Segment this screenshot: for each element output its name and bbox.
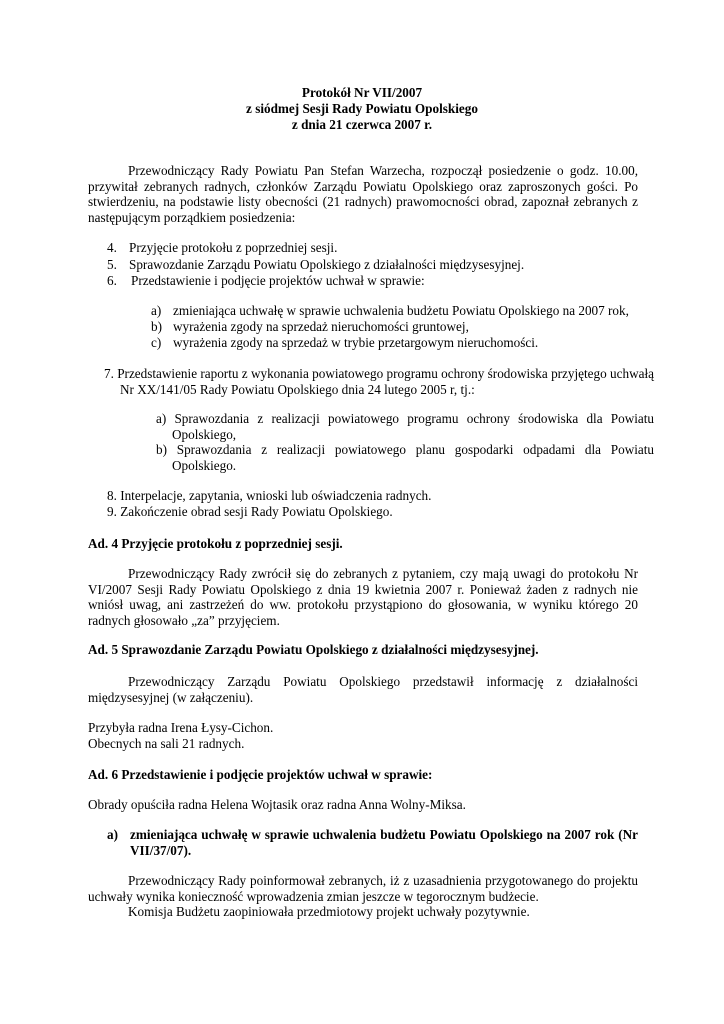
section-note-ad5-1: Przybyła radna Irena Łysy-Cichon. — [88, 720, 274, 735]
subsection-body-1: Przewodniczący Rady poinformował zebranych, iż z uzasadnienia przygotowanego do projektu uchwały wynika konieczność wprowadzenia zmian jeszcze w tegorocznym budżecie. — [88, 873, 638, 904]
section-body-ad5: Przewodniczący Zarządu Powiatu Opolskiego przedstawił informację z działalności międzysesyjnej (w załączeniu). — [88, 674, 638, 705]
agenda-item-text: Sprawozdanie Zarządu Powiatu Opolskiego z działalności międzysesyjnej. — [129, 257, 525, 272]
subsection-heading: zmieniająca uchwałę w sprawie uchwalenia budżetu Powiatu Opolskiego na 2007 rok (Nr VII/37/07). — [130, 827, 638, 858]
agenda-subitem-letter: c) — [151, 335, 162, 350]
agenda-item-text: Przedstawienie i podjęcie projektów uchwał w sprawie: — [131, 273, 425, 288]
agenda-item-number: 5. — [107, 257, 117, 272]
document-subtitle: z siódmej Sesji Rady Powiatu Opolskiego — [246, 101, 478, 116]
section-heading-ad5: Ad. 5 Sprawozdanie Zarządu Powiatu Opolskiego z działalności międzysesyjnej. — [88, 642, 539, 657]
section-body-ad4: Przewodniczący Rady zwrócił się do zebranych z pytaniem, czy mają uwagi do protokołu Nr VI/2007 Sesji Rady Powiatu Opolskiego z dnia 19 kwietnia 2007 r. Ponieważ żaden z radnych nie wniósł uwag, ani zastrzeżeń do ww. protokołu przystąpiono do głosowania, w wyniku którego 20 radnych głosowało „za” przyjęciem. — [88, 566, 638, 628]
agenda-subitem-text: zmieniająca uchwałę w sprawie uchwalenia budżetu Powiatu Opolskiego na 2007 rok, — [173, 303, 629, 318]
agenda-item-9: 9. Zakończenie obrad sesji Rady Powiatu Opolskiego. — [107, 504, 393, 519]
agenda-subitem-text: wyrażenia zgody na sprzedaż nieruchomości gruntowej, — [173, 319, 469, 334]
agenda-item-number: 4. — [107, 240, 117, 255]
agenda-item-8: 8. Interpelacje, zapytania, wnioski lub oświadczenia radnych. — [107, 488, 432, 503]
agenda-7-subitem: a) Sprawozdania z realizacji powiatowego programu ochrony środowiska dla Powiatu Opolskiego, — [156, 411, 654, 442]
intro-paragraph: Przewodniczący Rady Powiatu Pan Stefan Warzecha, rozpoczął posiedzenie o godz. 10.00, przywitał zebranych radnych, członków Zarządu Powiatu Opolskiego oraz zaproszonych gości. Po stwierdzeniu, na podstawie listy obecności (21 radnych) prawomocności obrad, zapoznał zebranych z następującym porządkiem posiedzenia: — [88, 163, 638, 225]
document-title: Protokół Nr VII/2007 — [301, 85, 423, 100]
section-heading-ad6: Ad. 6 Przedstawienie i podjęcie projektów uchwał w sprawie: — [88, 767, 433, 782]
document-date: z dnia 21 czerwca 2007 r. — [291, 117, 433, 132]
agenda-subitem-letter: a) — [151, 303, 162, 318]
agenda-subitem-text: wyrażenia zgody na sprzedaż w trybie przetargowym nieruchomości. — [173, 335, 539, 350]
document-title-block — [88, 85, 636, 133]
agenda-item-number: 6. — [107, 273, 117, 288]
section-note-ad5-2: Obecnych na sali 21 radnych. — [88, 736, 245, 751]
subsection-letter: a) — [107, 827, 118, 842]
subsection-body-2: Komisja Budżetu zaopiniowała przedmiotowy projekt uchwały pozytywnie. — [128, 904, 530, 919]
agenda-7-subitem: b) Sprawozdania z realizacji powiatowego planu gospodarki odpadami dla Powiatu Opolskiego. — [156, 442, 654, 473]
section-heading-ad4: Ad. 4 Przyjęcie protokołu z poprzedniej sesji. — [88, 536, 343, 551]
agenda-subitem-letter: b) — [151, 319, 162, 334]
section-note-ad6: Obrady opuściła radna Helena Wojtasik oraz radna Anna Wolny-Miksa. — [88, 797, 466, 812]
agenda-item-7: 7. Przedstawienie raportu z wykonania powiatowego programu ochrony środowiska przyjętego uchwałą Nr XX/141/05 Rady Powiatu Opolskiego dnia 24 lutego 2005 r, tj.: — [104, 366, 654, 397]
agenda-item-text: Przyjęcie protokołu z poprzedniej sesji. — [129, 240, 338, 255]
